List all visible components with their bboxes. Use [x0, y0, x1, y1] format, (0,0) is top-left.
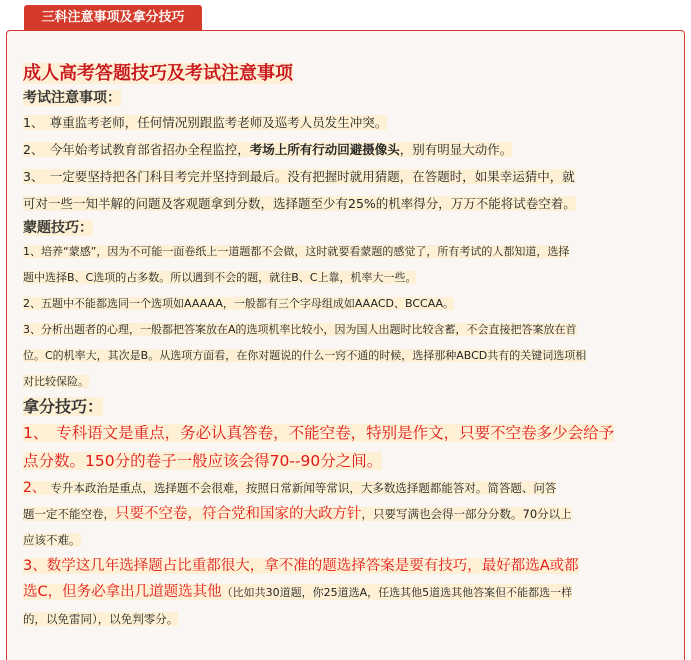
article-body — [23, 61, 673, 632]
guess-tips-heading: 蒙题技巧： — [23, 220, 93, 236]
content-panel — [6, 30, 685, 660]
score-tip-2-line1: 2、 专升本政治是重点，选择题不会很难，按照日常新闻等常识，大多数选择题都能答对。简答题、问答 — [23, 480, 557, 496]
guess-tip-3-line1: 3、分析出题者的心理，一般都把答案放在A的选项机率比较小，因为国人出题时比较含蓄，不会直接把答案放在首 — [23, 323, 577, 336]
score-tip-3-line2: 选C，但务必拿出几道题选其他（比如共30道题，你25道选A，任选其他5道选其他答案但不能都选一样 — [23, 584, 573, 600]
exam-note-3-line2: 可对一些一知半解的问题及客观题拿到分数，选择题至少有25%的机率得分，万万不能将试卷空着。 — [23, 196, 576, 211]
guess-tip-1-line2: 题中选择B、C选项的占多数。所以遇到不会的题，就往B、C上靠，机率大一些。 — [23, 271, 417, 284]
score-tip-3-line3: 的，以免雷同），以免判零分。 — [23, 612, 179, 626]
score-tip-2-line3: 应该不难。 — [23, 533, 81, 547]
score-tip-3-line1: 3、数学这几年选择题占比重都很大，拿不准的题选择答案是要有技巧，最好都选A或都 — [23, 558, 579, 574]
guess-tip-1-line1: 1、培养“蒙感”，因为不可能一面卷纸上一道题都不会做，这时就要看蒙题的感觉了，所有考试的人都知道，选择 — [23, 245, 570, 258]
exam-note-2: 2、 今年始考试教育部省招办全程监控，考场上所有行动回避摄像头，别有明显大动作。 — [23, 142, 513, 157]
guess-tip-3-line2: 位。C的机率大，其次是B。从选项方面看，在你对题说的什么一窍不通的时候，选择那种ABCD共有的关键词选项相 — [23, 349, 587, 362]
exam-note-1: 1、 尊重监考老师，任何情况别跟监考老师及巡考人员发生冲突。 — [23, 115, 388, 130]
score-tip-1-line2: 点分数。150分的卷子一般应该会得70--90分之间。 — [23, 452, 383, 470]
score-tip-1-line1: 1、 专科语文是重点，务必认真答卷，不能空卷，特别是作文，只要不空卷多少会给予 — [23, 424, 615, 442]
exam-note-3-line1: 3、 一定要坚持把各门科目考完并坚持到最后。没有把握时就用猜题，在答题时，如果幸运猜中，就 — [23, 169, 575, 184]
score-tip-2-line2: 题一定不能空卷，只要不空卷，符合党和国家的大政方针，只要写满也会得一部分分数。70分以上 — [23, 506, 572, 522]
exam-notes-heading: 考试注意事项： — [23, 90, 121, 106]
page-title: 成人高考答题技巧及考试注意事项 — [23, 63, 293, 84]
score-tips-heading: 拿分技巧： — [23, 397, 104, 416]
section-tab[interactable]: 三科注意事项及拿分技巧 — [24, 5, 202, 31]
guess-tip-2: 2、五题中不能都选同一个选项如AAAAA，一般都有三个字母组成如AAACD、BCCAA。 — [23, 297, 455, 310]
guess-tip-3-line3: 对比较保险。 — [23, 375, 89, 388]
